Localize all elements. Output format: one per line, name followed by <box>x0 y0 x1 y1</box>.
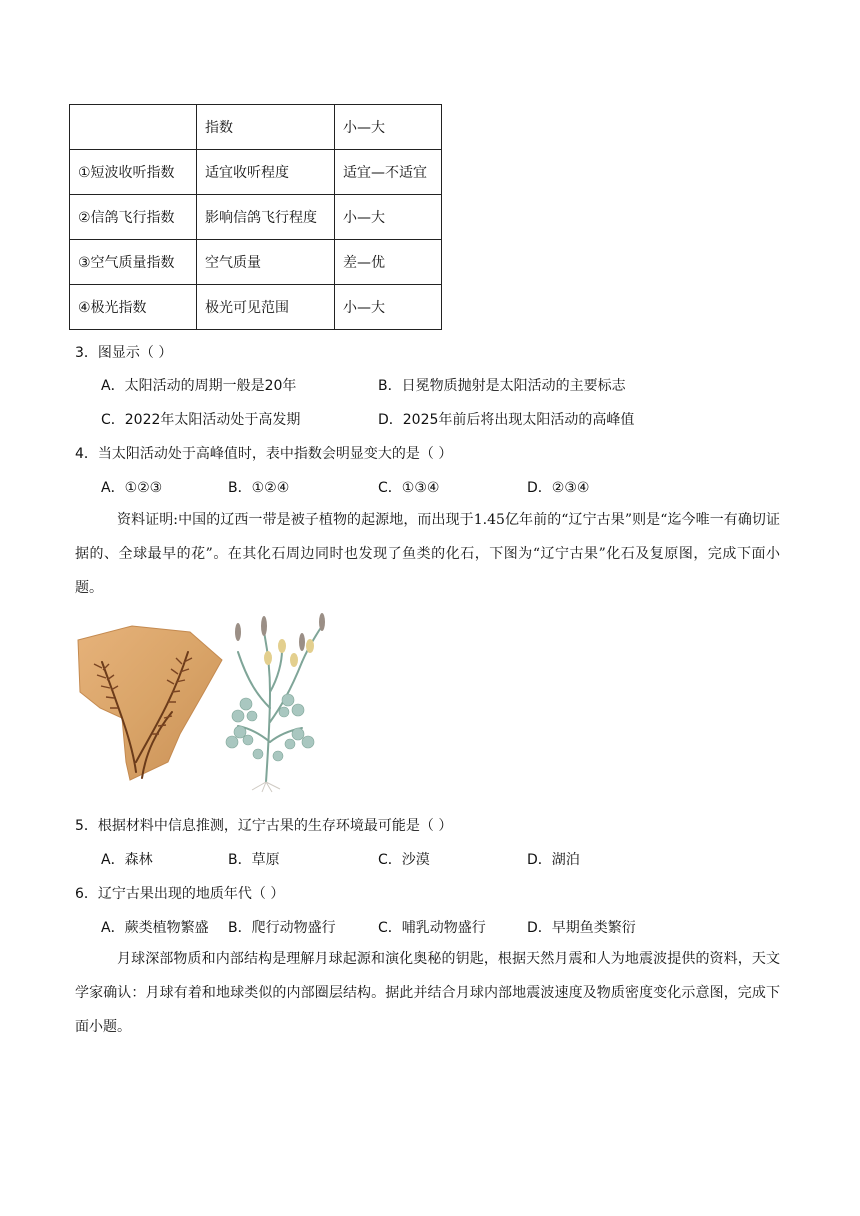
material-paragraph-1 <box>75 503 780 605</box>
table-row <box>70 150 442 195</box>
question-3-stem: 3．图显示（ ） <box>75 345 173 361</box>
table-cell: 小—大 <box>335 195 442 240</box>
table-row <box>70 285 442 330</box>
table-cell: 适宜—不适宜 <box>335 150 442 195</box>
question-5-option-b: B．草原 <box>228 852 280 868</box>
material-text-2: 月球深部物质和内部结构是理解月球起源和演化奥秘的钥匙，根据天然月震和人为地震波提供的资料，天文学家确认：月球有着和地球类似的内部圈层结构。据此并结合月球内部地震波速度及物质密度变化示意图，完成下面小题。 <box>75 951 780 1035</box>
question-6-option-d: D．早期鱼类繁衍 <box>527 920 636 936</box>
question-4-option-d: D．②③④ <box>527 480 590 496</box>
question-5-option-d: D．湖泊 <box>527 852 580 868</box>
question-6-stem: 6．辽宁古果出现的地质年代（ ） <box>75 886 285 902</box>
question-3-option-d: D．2025年前后将出现太阳活动的高峰值 <box>378 412 635 428</box>
material-text-1: 资料证明:中国的辽西一带是被子植物的起源地，而出现于1.45亿年前的“辽宁古果”则是“迄今唯一有确切证据的、全球最早的花”。在其化石周边同时也发现了鱼类的化石，下图为“辽宁古果”化石及复原图，完成下面小题。 <box>75 512 780 596</box>
table-row <box>70 195 442 240</box>
table-cell: 适宜收听程度 <box>197 150 335 195</box>
plant-reconstruction-image <box>218 612 338 794</box>
question-4-option-c: C．①③④ <box>378 480 440 496</box>
table-cell: 小—大 <box>335 105 442 150</box>
question-6-option-c: C．哺乳动物盛行 <box>378 920 486 936</box>
material-paragraph-2 <box>75 942 780 1044</box>
table-cell: 小—大 <box>335 285 442 330</box>
question-5-stem: 5．根据材料中信息推测，辽宁古果的生存环境最可能是（ ） <box>75 818 453 834</box>
table-row <box>70 105 442 150</box>
fossil-image <box>72 622 224 782</box>
question-6-option-a: A．蕨类植物繁盛 <box>101 920 209 936</box>
question-4-option-b: B．①②④ <box>228 480 290 496</box>
table-cell <box>70 105 197 150</box>
index-table <box>69 104 442 330</box>
table-cell: ③空气质量指数 <box>70 240 197 285</box>
table-row <box>70 240 442 285</box>
question-6-option-b: B．爬行动物盛行 <box>228 920 336 936</box>
table-cell: ④极光指数 <box>70 285 197 330</box>
table-cell: 指数 <box>197 105 335 150</box>
table-cell: ②信鸽飞行指数 <box>70 195 197 240</box>
table-cell: 空气质量 <box>197 240 335 285</box>
question-3-option-a: A．太阳活动的周期一般是20年 <box>101 378 297 394</box>
question-5-option-a: A．森林 <box>101 852 153 868</box>
question-3-option-b: B．日冕物质抛射是太阳活动的主要标志 <box>378 378 626 394</box>
table-cell: 差—优 <box>335 240 442 285</box>
question-4-stem: 4．当太阳活动处于高峰值时，表中指数会明显变大的是（ ） <box>75 446 453 462</box>
question-3-option-c: C．2022年太阳活动处于高发期 <box>101 412 301 428</box>
table-cell: 极光可见范围 <box>197 285 335 330</box>
table-cell: ①短波收听指数 <box>70 150 197 195</box>
table-cell: 影响信鸽飞行程度 <box>197 195 335 240</box>
question-5-option-c: C．沙漠 <box>378 852 430 868</box>
question-4-option-a: A．①②③ <box>101 480 163 496</box>
